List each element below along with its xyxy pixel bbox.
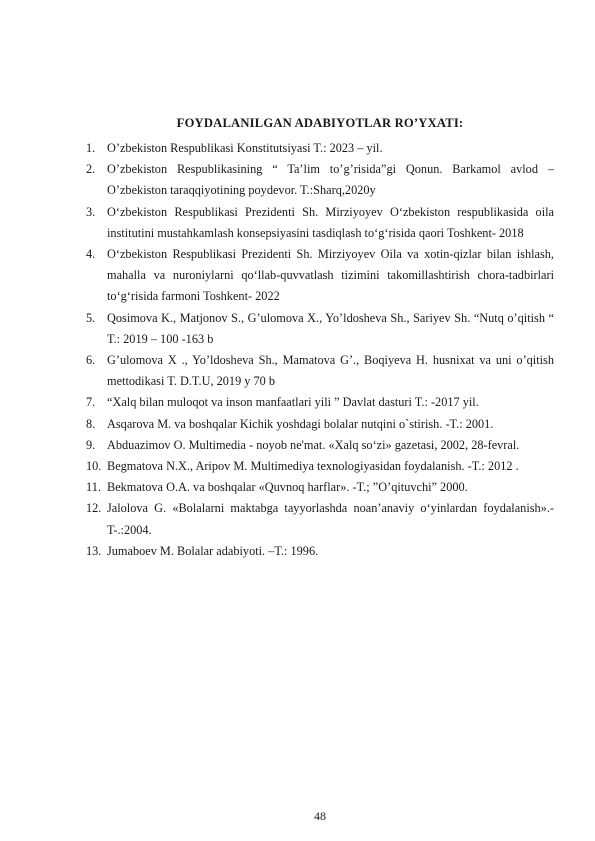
reference-item xyxy=(86,138,554,159)
reference-text: O‘zbekiston Respublikasi Prezidenti Sh. Mirziyoyev Oila va xotin-qizlar bilan ishlash, mahalla va nuroniylarni qo‘llab-quvvatlash tizimini takomillashtirish chora-tadbirlari to‘g‘risida farmoni Toshkent- 2022 xyxy=(107,247,554,304)
reference-item xyxy=(86,541,554,562)
reference-item xyxy=(86,414,554,435)
reference-text: Asqarova M. va boshqalar Kichik yoshdagi bolalar nutqini o`stirish. -T.: 2001. xyxy=(107,416,494,431)
page-title: FOYDALANILGAN ADABIYOTLAR RO’YXATI: xyxy=(176,116,464,130)
reference-item xyxy=(86,498,554,540)
reference-text: Qosimova K., Matjonov S., G’ulomova X., Yo’ldosheva Sh., Sariyev Sh. “Nutq o’qitish “ T.: 2019 – 100 -163 b xyxy=(107,310,554,346)
reference-item xyxy=(86,392,554,413)
reference-text: G’ulomova X ., Yo’ldosheva Sh., Mamatova G’., Boqiyeva H. husnixat va uni o’qitish mettodikasi T. D.T.U, 2019 y 70 b xyxy=(107,353,554,389)
reference-list xyxy=(86,138,554,562)
reference-text: O’zbekiston Respublikasining “ Ta’lim to’g’risida”gi Qonun. Barkamol avlod – O’zbekiston taraqqiyotining poydevor. T.:Sharq,2020y xyxy=(107,162,554,198)
reference-number: 8. xyxy=(86,416,96,431)
reference-number: 10. xyxy=(86,459,102,474)
reference-number: 2. xyxy=(86,162,96,177)
reference-item xyxy=(86,435,554,456)
reference-item xyxy=(86,350,554,392)
reference-number: 5. xyxy=(86,310,96,325)
reference-item xyxy=(86,456,554,477)
reference-text: Begmatova N.X., Aripov M. Multimediya texnologiyasidan foydalanish. -T.: 2012 . xyxy=(107,459,519,474)
reference-text: Jalolova G. «Bolalarni maktabga tayyorlashda noan’anaviy o‘yinlardan foydalanish».- T-.:2004. xyxy=(107,501,554,537)
reference-number: 13. xyxy=(86,543,102,558)
reference-text: O’zbekiston Respublikasi Konstitutsiyasi T.: 2023 – yil. xyxy=(107,141,383,155)
reference-item xyxy=(86,477,554,498)
reference-item xyxy=(86,159,554,201)
reference-text: Jumaboev M. Bolalar adabiyoti. –T.: 1996. xyxy=(107,543,319,558)
reference-number: 7. xyxy=(86,395,96,410)
reference-item xyxy=(86,244,554,308)
reference-number: 9. xyxy=(86,437,96,452)
reference-item xyxy=(86,308,554,350)
reference-text: Bekmatova O.A. va boshqalar «Quvnoq harflar». -T.; ”O’qituvchi” 2000. xyxy=(107,480,468,495)
reference-text: Abduazimov O. Multimedia - noyob ne'mat. «Xalq so‘zi» gazetasi, 2002, 28-fevral. xyxy=(107,437,520,452)
reference-text: “Xalq bilan muloqot va inson manfaatlari yili ” Davlat dasturi T.: -2017 yil. xyxy=(107,395,479,410)
reference-number: 6. xyxy=(86,353,96,368)
reference-number: 4. xyxy=(86,247,96,262)
reference-number: 3. xyxy=(86,204,96,219)
reference-text: O‘zbekiston Respublikasi Prezidenti Sh. Mirziyoyev O‘zbekiston respublikasida oila institutini mustahkamlash konsepsiyasini tasdiqlash to‘g‘risida qaori Toshkent- 2018 xyxy=(107,204,554,240)
reference-number: 12. xyxy=(86,501,102,516)
reference-number: 1. xyxy=(86,141,96,155)
page-number: 48 xyxy=(314,809,326,823)
reference-number: 11. xyxy=(86,480,101,495)
reference-item xyxy=(86,202,554,244)
